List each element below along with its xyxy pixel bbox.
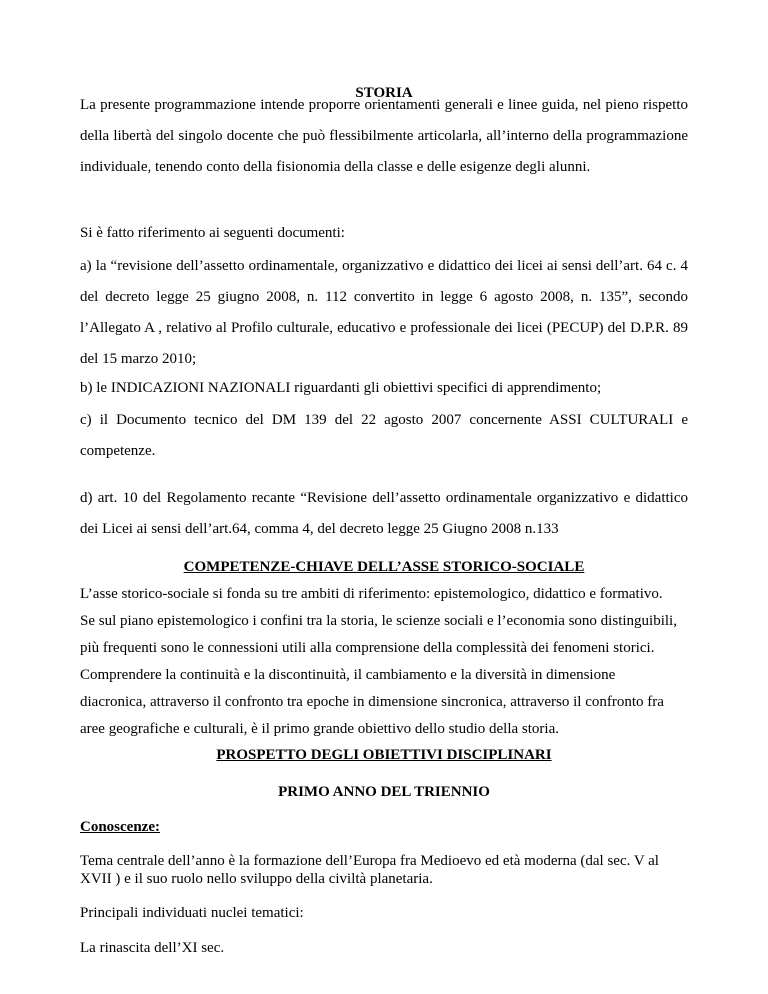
rinascita-line: La rinascita dell’XI sec. [80, 940, 225, 956]
asse-line-2: Se sul piano epistemologico i confini tra la storia, le scienze sociali e l’economia sono distinguibili, [80, 613, 677, 629]
asse-line-5: diacronica, attraverso il confronto tra epoche in dimensione sincronica, attraverso il confronto fra [80, 694, 664, 710]
asse-line-1: L’asse storico-sociale si fonda su tre ambiti di riferimento: epistemologico, didattico e formativo. [80, 586, 663, 602]
page-title: STORIA [355, 85, 413, 101]
nuclei-line: Principali individuati nuclei tematici: [80, 905, 304, 921]
riferimento-line: Si è fatto riferimento ai seguenti documenti: [80, 225, 345, 241]
document-item-d: d) art. 10 del Regolamento recante “Revisione dell’assetto ordinamentale organizzativo e didattico dei Licei ai sensi dell’art.64, comma 4, del decreto legge 25 Giugno 2008 n.133 [80, 490, 688, 537]
asse-line-6: aree geografiche e culturali, è il primo grande obiettivo dello studio della storia. [80, 721, 559, 737]
heading-prospetto: PROSPETTO DEGLI OBIETTIVI DISCIPLINARI [216, 747, 552, 763]
heading-primo-anno: PRIMO ANNO DEL TRIENNIO [278, 784, 490, 800]
heading-conoscenze: Conoscenze: [80, 819, 160, 835]
document-item-a: a) la “revisione dell’assetto ordinamentale, organizzativo e didattico dei licei ai sensi dell’art. 64 c. 4 del decreto legge 25 giugno 2008, n. 112 convertito in legge 6 agosto 2008, n. 135”, secondo l’Allegato A , relativo al Profilo culturale, educativo e professionale dei licei (PECUP) del D.P.R. 89 del 15 marzo 2010; [80, 258, 688, 367]
asse-line-4: Comprendere la continuità e la discontinuità, il cambiamento e la diversità in dimensione [80, 667, 616, 683]
heading-competenze: COMPETENZE-CHIAVE DELL’ASSE STORICO-SOCIALE [183, 559, 585, 575]
tema-centrale-paragraph: Tema centrale dell’anno è la formazione dell’Europa fra Medioevo ed età moderna (dal sec. V al XVII ) e il suo ruolo nello sviluppo della civiltà planetaria. [80, 853, 659, 887]
intro-paragraph: La presente programmazione intende proporre orientamenti generali e linee guida, nel pieno rispetto della libertà del singolo docente che può flessibilmente articolarla, all’interno della programmazione individuale, tenendo conto della fisionomia della classe e delle esigenze degli alunni. [80, 97, 688, 175]
document-item-b: b) le INDICAZIONI NAZIONALI riguardanti gli obiettivi specifici di apprendimento; [80, 380, 602, 396]
document-item-c: c) il Documento tecnico del DM 139 del 22 agosto 2007 concernente ASSI CULTURALI e competenze. [80, 412, 688, 459]
asse-line-3: più frequenti sono le connessioni utili alla comprensione della complessità dei fenomeni storici. [80, 640, 655, 656]
